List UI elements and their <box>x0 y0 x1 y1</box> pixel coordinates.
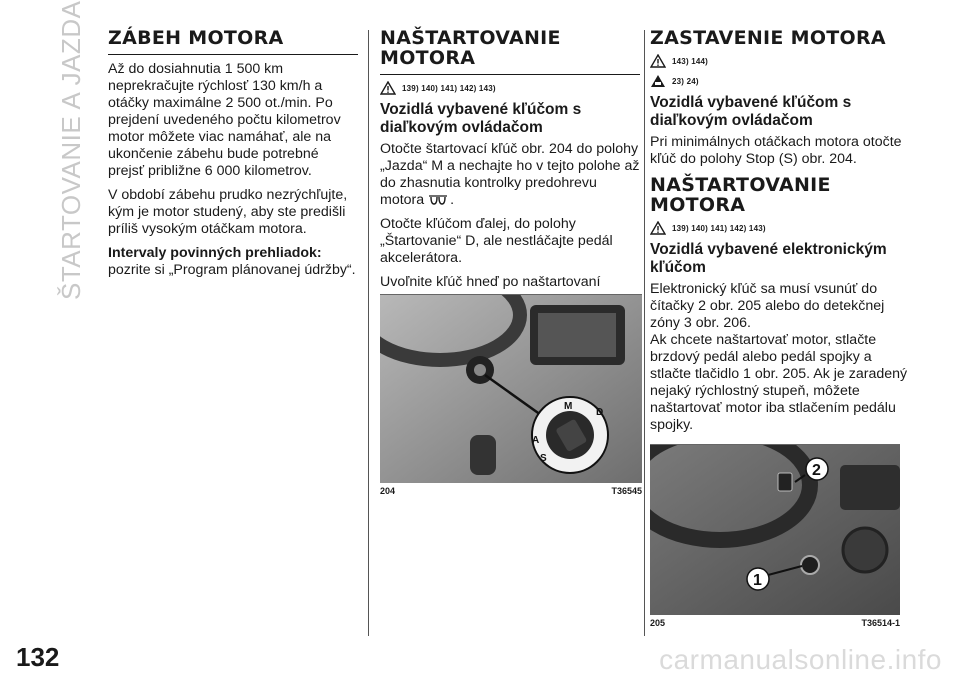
figure-204 <box>380 294 642 496</box>
figure-number: 205 <box>650 618 666 628</box>
heading-stopping: ZASTAVENIE MOTORA <box>650 27 886 49</box>
break-in-paragraph: V období zábehu prudko nezrýchľujte, kým je motor studený, aby ste predišli príliš vysokým otáčkam motora. <box>108 187 348 237</box>
caution-book-icon <box>650 74 666 88</box>
column-stopping <box>650 27 912 628</box>
start-paragraph: Otočte kľúčom ďalej, do polohy „Štartovanie“ D, ale nestláčajte pedál akcelerátora. <box>380 216 613 266</box>
callout-2: 2 <box>812 462 821 479</box>
note-references: 143) 144) <box>672 56 709 66</box>
subheading-remote-key: Vozidlá vybavené kľúčom s diaľkovým ovládačom <box>380 101 582 136</box>
chapter-side-tab: ŠTARTOVANIE A JAZDA <box>56 0 86 300</box>
column-divider <box>644 30 645 636</box>
figure-205 <box>650 444 900 628</box>
heading-break-in: ZÁBEH MOTORA <box>108 28 358 55</box>
column-starting <box>380 27 642 496</box>
maintenance-text: pozrite si „Program plánovanej údržby“. <box>108 262 356 278</box>
subheading-remote-key: Vozidlá vybavené kľúčom s diaľkovým ovládačom <box>650 94 852 129</box>
watermark: carmanualsonline.info <box>659 644 942 675</box>
callout-1: 1 <box>753 572 762 589</box>
heading-starting-2: NAŠTARTOVANIE MOTORA <box>650 174 831 216</box>
warning-icon <box>650 54 666 68</box>
note-references: 139) 140) 141) 142) 143) <box>402 83 496 93</box>
start-paragraph: Uvoľnite kľúč hneď po naštartovaní <box>380 274 601 290</box>
figure-205-caption <box>650 615 900 628</box>
label-d: D <box>596 407 604 418</box>
caution-references: 23) 24) <box>672 76 699 86</box>
glow-plug-icon <box>428 194 450 206</box>
figure-code: T36514-1 <box>861 618 900 628</box>
page-number: 132 <box>16 642 60 672</box>
note-references: 139) 140) 141) 142) 143) <box>672 223 766 233</box>
warning-refs <box>650 221 912 235</box>
dashboard-illustration <box>650 445 900 615</box>
warning-icon <box>380 81 396 95</box>
start-text-end: . <box>450 192 455 208</box>
warning-icon <box>650 221 666 235</box>
ignition-illustration <box>380 295 642 483</box>
stop-paragraph: Pri minimálnych otáčkach motora otočte kľúč do polohy Stop (S) obr. 204. <box>650 134 902 167</box>
label-a: A <box>532 435 540 446</box>
warning-refs <box>380 81 640 95</box>
start-text: Otočte štartovací kľúč obr. 204 do polohy „Jazda“ M a nechajte ho v tejto polohe až do zhasnutia kontrolky predohrevu motora <box>380 141 640 208</box>
caution-refs <box>650 74 912 88</box>
ignition-photo <box>380 294 642 483</box>
label-s: S <box>540 453 547 464</box>
dashboard-photo <box>650 444 900 615</box>
column-break-in <box>108 28 358 279</box>
start-paragraph <box>380 141 640 209</box>
maintenance-label: Intervaly povinných prehliadok: <box>108 245 322 261</box>
subheading-electronic-key: Vozidlá vybavené elektronickým kľúčom <box>650 241 887 276</box>
column-divider <box>368 30 369 636</box>
ekey-paragraph: Ak chcete naštartovať motor, stlačte brzdový pedál alebo pedál spojky a stlačte tlačidlo 1 obr. 205. Ak je zaradený nejaký rýchlostný stupeň, môžete naštartovať motor iba stlačením pedálu spojky. <box>650 332 908 433</box>
warning-refs <box>650 54 912 68</box>
label-m: M <box>564 401 573 412</box>
figure-number: 204 <box>380 486 396 496</box>
break-in-paragraph: Až do dosiahnutia 1 500 km neprekračujte rýchlosť 130 km/h a otáčky maximálne 2 500 ot./min. Po prejdení uvedeného počtu kilometrov motor môžete viac namáhať, ale na ukončenie zábehu bude potrebné prejsť približne 6 000 kilometrov. <box>108 61 341 179</box>
maintenance-paragraph <box>108 245 358 279</box>
figure-code: T36545 <box>611 486 642 496</box>
ekey-paragraph: Elektronický kľúč sa musí vsunúť do čítačky 2 obr. 205 alebo do detekčnej zóny 3 obr. 206. <box>650 281 885 331</box>
figure-204-caption <box>380 483 642 496</box>
heading-starting: NAŠTARTOVANIE MOTORA <box>380 28 640 75</box>
